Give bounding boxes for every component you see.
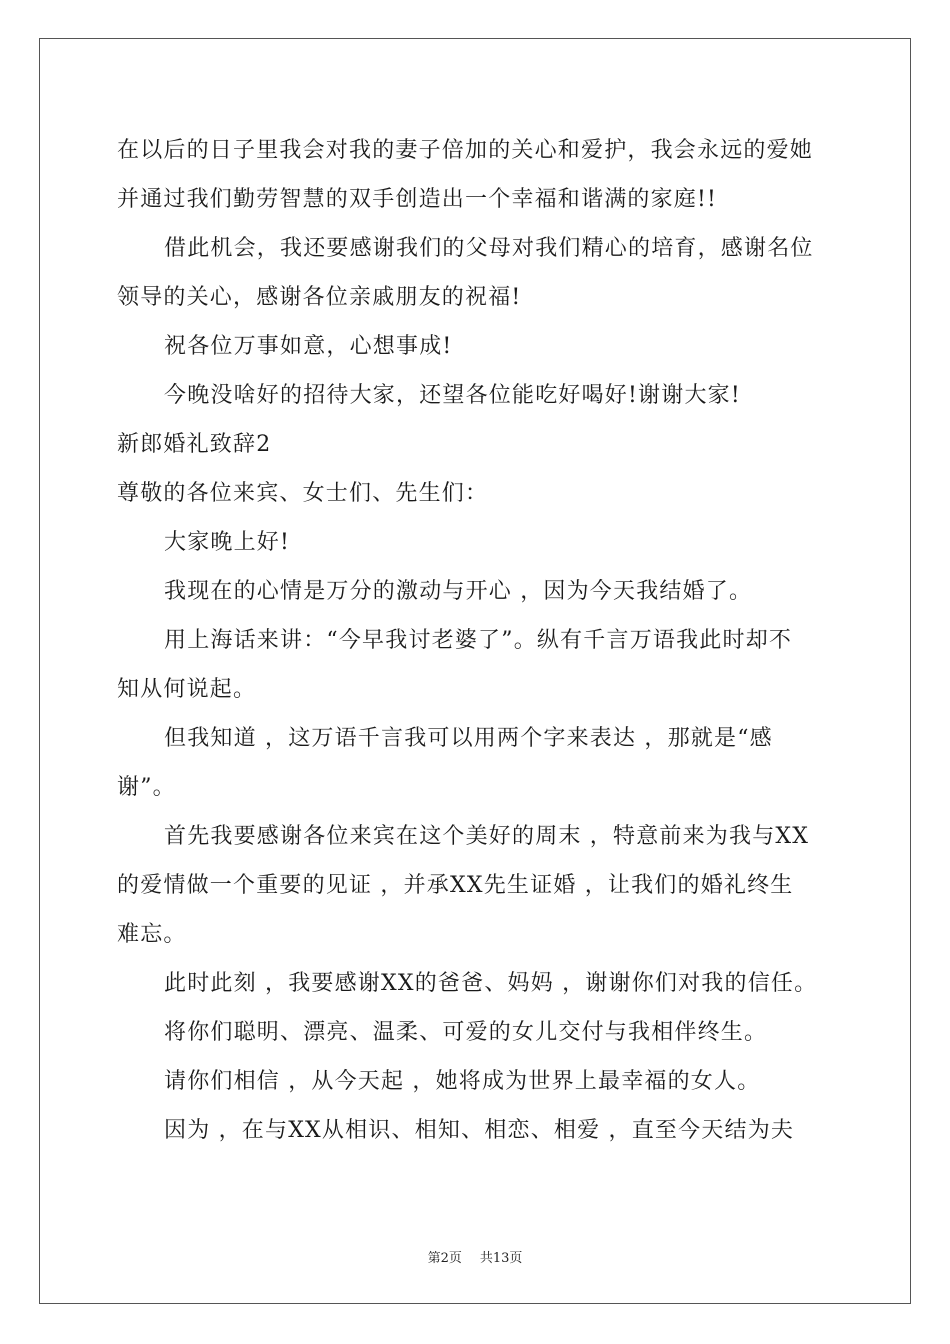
document-body (117, 126, 837, 1155)
text-line: 知从何说起。 (117, 677, 257, 702)
text-line: 因为 ，在与XX从相识、相知、相恋、相爱 ，直至今天结为夫 (164, 1118, 795, 1143)
text-line: 的爱情做一个重要的见证 ，并承XX先生证婚 ，让我们的婚礼终生 (117, 873, 794, 898)
page-total: 共13页 (479, 1251, 523, 1266)
text-line: 大家晚上好! (164, 530, 291, 555)
page-footer (0, 1247, 950, 1266)
text-line: 难忘。 (117, 922, 187, 947)
text-line: 祝各位万事如意，心想事成! (164, 334, 453, 359)
text-line: 用上海话来讲：“今早我讨老婆了”。纵有千言万语我此时却不 (164, 628, 793, 653)
salutation: 尊敬的各位来宾、女士们、先生们： (117, 481, 489, 506)
text-line: 并通过我们勤劳智慧的双手创造出一个幸福和谐满的家庭!! (117, 187, 718, 212)
text-line: 此时此刻 ，我要感谢XX的爸爸、妈妈 ，谢谢你们对我的信任。 (164, 971, 818, 996)
text-line: 请你们相信 ，从今天起 ，她将成为世界上最幸福的女人。 (164, 1069, 761, 1094)
page-number: 第2页 (427, 1251, 462, 1266)
text-line: 借此机会，我还要感谢我们的父母对我们精心的培育，感谢名位 (164, 236, 814, 261)
text-line: 在以后的日子里我会对我的妻子倍加的关心和爱护，我会永远的爱她 (117, 138, 814, 163)
text-line: 我现在的心情是万分的激动与开心 ，因为今天我结婚了。 (164, 579, 753, 604)
text-line: 首先我要感谢各位来宾在这个美好的周末 ，特意前来为我与XX (164, 824, 810, 849)
text-line: 谢”。 (117, 775, 176, 800)
text-line: 但我知道 ，这万语千言我可以用两个字来表达 ，那就是“感 (164, 726, 773, 751)
text-line: 将你们聪明、漂亮、温柔、可爱的女儿交付与我相伴终生。 (164, 1020, 768, 1045)
section-heading: 新郎婚礼致辞2 (117, 432, 272, 457)
text-line: 今晚没啥好的招待大家，还望各位能吃好喝好!谢谢大家! (164, 383, 741, 408)
text-line: 领导的关心，感谢各位亲戚朋友的祝福! (117, 285, 522, 310)
